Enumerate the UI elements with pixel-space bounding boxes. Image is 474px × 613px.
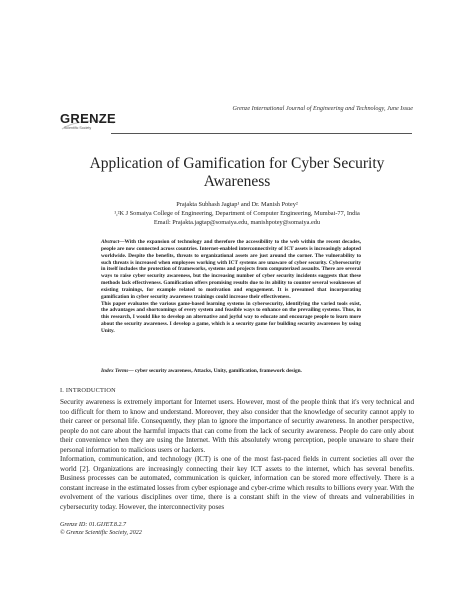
section-heading [60, 387, 116, 394]
abstract-paragraph-2: This paper evaluates the various game-based learning systems in cybersecurity, identifying the varied tools exist, the advantages and shortcomings of every system and feasible ways to enhance on the prevailing systems. Thus, in this research, I would like to develop an alternative and joyful way to educate and encourage people to learn more about the security awareness. I develop a game, which is a security game for building security awareness by using Unity. [101, 300, 361, 334]
body-text [60, 398, 414, 513]
footer [60, 521, 142, 537]
copyright: © Grenze Scientific Society, 2022 [60, 530, 142, 536]
body-paragraph-1: Security awareness is extremely important for Internet users. However, most of the people think that it's very technical and too difficult for them to know and understand. Moreover, they also consider that the knowledge of security cannot apply to their career or personal life. Consequently, they plan to ignore the importance of security awareness. In another perspective, people do not care about the harmful impacts that can come from the lack of security awareness. People do care only about their convenience when they are using the Internet. With this absolutely wrong perception, people unaware to share their personal information to malicious users or hackers. [60, 398, 414, 454]
logo-wordmark: GRENZE [60, 111, 116, 126]
paper-title: Application of Gamification for Cyber Security Awareness [89, 155, 385, 190]
author-email: Email: Prajakta.jagtap@somaiya.edu, manishpotey@somaiya.edu [153, 219, 321, 226]
grenze-id: Grenze ID: 01.GIJET.8.2.7 [60, 522, 127, 528]
index-terms [101, 368, 363, 375]
abstract [101, 239, 361, 335]
body-paragraph-2: Information, communication, and technology (ICT) is one of the most fast-paced fields in current societies all over the world [2]. Organizations are increasingly connecting their key ICT assets to the internet, which has several benefits. Business processes can be automated, communication is quicker, information can be stored more effectively. There is a constant increase in the estimated losses from cyber espionage and cyber-crime which results to billions every year. With the evolvement of the various disciplines over time, there is a constant shift in the view of threats and vulnerabilities in cybersecurity today. However, the interconnectivity poses [60, 455, 414, 512]
header-rule [111, 133, 412, 134]
section-number: I. [60, 387, 65, 394]
journal-name: Grenze International Journal of Engineering and Technology, June Issue [232, 105, 413, 112]
author-affiliation: ¹,²K J Somaiya College of Engineering, Department of Computer Engineering, Mumbai-77, India [114, 210, 360, 217]
grenze-logo [60, 112, 116, 134]
author-names: Prajakta Subhash Jagtap¹ and Dr. Manish Potey² [176, 201, 298, 208]
abstract-paragraph-1: —With the expansion of technology and therefore the accessibility to the web within the recent decades, people are now connected across countries. Internet-enabled interconnectivity of ICT assets is increasingly adopted worldwide. Despite the benefits, threats to organizational assets are just around the corner. The vulnerability to such threats is increased when employees working with ICT systems are unaware of cyber security. Cybersecurity in itself includes the protection of frameworks, systems and projects from computerized assaults. There are several ways to raise cyber security awareness, but the increasing number of cyber security incidents suggests that these methods lack effectiveness. Gamification offers promising results due to its ability to counter several weaknesses of existing trainings, for example related to motivation and engagement. It is presumed that incorporating gamification in cyber security awareness trainings could increase their effectiveness. [101, 239, 361, 300]
index-terms-text: — cyber security awareness, Attacks, Unity, gamification, framework design. [128, 368, 302, 374]
logo-tagline: Scientific Society [64, 126, 92, 130]
abstract-lead: Abstract [101, 239, 120, 245]
author-block [60, 200, 414, 227]
index-terms-lead: Index Terms [101, 368, 129, 374]
section-title: INTRODUCTION [65, 387, 116, 394]
